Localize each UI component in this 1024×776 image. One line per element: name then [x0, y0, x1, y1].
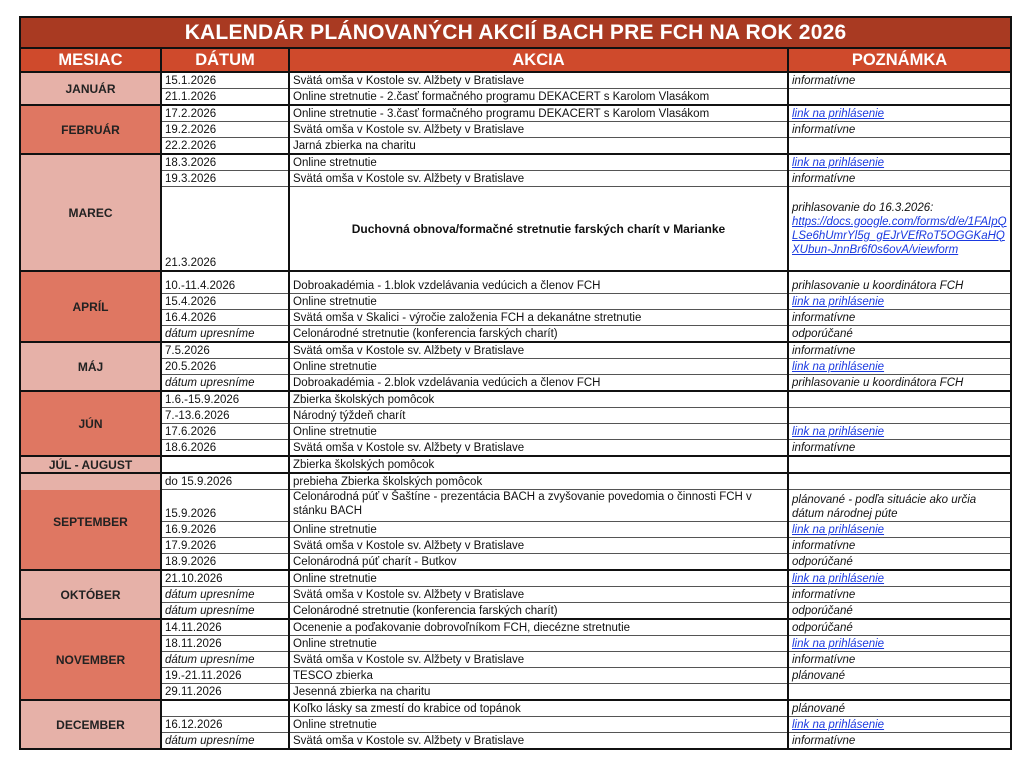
note-cell: prihlasovanie u koordinátora FCH: [788, 375, 1011, 392]
table-row: [20, 342, 1011, 359]
date-cell: [161, 456, 289, 473]
note-cell: [788, 89, 1011, 106]
registration-link[interactable]: link na prihlásenie: [792, 637, 885, 650]
note-cell: informatívne: [788, 171, 1011, 187]
registration-link[interactable]: link na prihlásenie: [792, 107, 885, 120]
action-cell: Ocenenie a poďakovanie dobrovoľníkom FCH, diecézne stretnutie: [289, 619, 788, 636]
date-cell: 1.6.-15.9.2026: [161, 391, 289, 408]
action-cell: Jesenná zbierka na charitu: [289, 684, 788, 701]
table-row: [20, 89, 1011, 106]
month-april: APRÍL: [20, 271, 161, 342]
month-maj: MÁJ: [20, 342, 161, 391]
table-row: [20, 154, 1011, 171]
table-row: [20, 138, 1011, 155]
note-cell: informatívne: [788, 72, 1011, 89]
registration-link[interactable]: link na prihlásenie: [792, 295, 885, 308]
action-cell: Online stretnutie: [289, 717, 788, 733]
note-cell: [788, 408, 1011, 424]
table-row: [20, 375, 1011, 392]
table-row: [20, 733, 1011, 750]
note-cell: odporúčané: [788, 554, 1011, 571]
date-cell: 18.3.2026: [161, 154, 289, 171]
header-date: DÁTUM: [161, 48, 289, 72]
month-oktober: OKTÓBER: [20, 570, 161, 619]
date-cell: 15.1.2026: [161, 72, 289, 89]
events-table: [19, 16, 1012, 750]
note-cell: [788, 456, 1011, 473]
registration-link[interactable]: link na prihlásenie: [792, 523, 885, 536]
header-month: MESIAC: [20, 48, 161, 72]
header-note: POZNÁMKA: [788, 48, 1011, 72]
date-cell: dátum upresníme: [161, 603, 289, 620]
date-cell: 7.-13.6.2026: [161, 408, 289, 424]
date-cell: 21.1.2026: [161, 89, 289, 106]
action-cell: Duchovná obnova/formačné stretnutie farských charít v Marianke: [289, 187, 788, 272]
action-cell: Celonárodná púť v Šaštíne - prezentácia BACH a zvyšovanie povedomia o činnosti FCH v stánku BACH: [289, 490, 788, 522]
action-cell: Online stretnutie: [289, 294, 788, 310]
month-januar: JANUÁR: [20, 72, 161, 105]
action-cell: Online stretnutie: [289, 570, 788, 587]
date-cell: 18.6.2026: [161, 440, 289, 457]
date-cell: 21.10.2026: [161, 570, 289, 587]
date-cell: dátum upresníme: [161, 733, 289, 750]
note-text: prihlasovanie do 16.3.2026:: [792, 201, 934, 214]
action-cell: Svätá omša v Kostole sv. Alžbety v Bratislave: [289, 440, 788, 457]
note-cell: odporúčané: [788, 603, 1011, 620]
month-februar: FEBRUÁR: [20, 105, 161, 154]
date-cell: 7.5.2026: [161, 342, 289, 359]
date-cell: 15.4.2026: [161, 294, 289, 310]
action-cell: Svätá omša v Kostole sv. Alžbety v Bratislave: [289, 587, 788, 603]
note-cell: [788, 138, 1011, 155]
note-cell: odporúčané: [788, 619, 1011, 636]
date-cell: 20.5.2026: [161, 359, 289, 375]
note-cell: informatívne: [788, 440, 1011, 457]
table-row: [20, 652, 1011, 668]
action-cell: Svätá omša v Kostole sv. Alžbety v Bratislave: [289, 122, 788, 138]
registration-link[interactable]: link na prihlásenie: [792, 572, 885, 585]
date-cell: 16.9.2026: [161, 522, 289, 538]
action-cell: Dobroakadémia - 1.blok vzdelávania vedúcich a členov FCH: [289, 271, 788, 294]
table-row: [20, 554, 1011, 571]
action-cell: prebieha Zbierka školských pomôcok: [289, 473, 788, 490]
table-row: [20, 171, 1011, 187]
action-cell: Svätá omša v Skalici - výročie založenia FCH a dekanátne stretnutie: [289, 310, 788, 326]
note-cell: [788, 391, 1011, 408]
action-cell: Dobroakadémia - 2.blok vzdelávania vedúcich a členov FCH: [289, 375, 788, 392]
action-cell: Online stretnutie: [289, 636, 788, 652]
action-cell: Online stretnutie - 3.časť formačného programu DEKACERT s Karolom Vlasákom: [289, 105, 788, 122]
action-cell: Zbierka školských pomôcok: [289, 391, 788, 408]
note-cell: informatívne: [788, 342, 1011, 359]
table-row: [20, 603, 1011, 620]
note-cell: informatívne: [788, 538, 1011, 554]
note-cell: informatívne: [788, 122, 1011, 138]
action-cell: Online stretnutie: [289, 359, 788, 375]
action-cell: Národný týždeň charít: [289, 408, 788, 424]
date-cell: 18.9.2026: [161, 554, 289, 571]
date-cell: 10.-11.4.2026: [161, 271, 289, 294]
date-cell: 16.4.2026: [161, 310, 289, 326]
note-cell: [788, 473, 1011, 490]
action-cell: Svätá omša v Kostole sv. Alžbety v Bratislave: [289, 652, 788, 668]
note-cell: plánované: [788, 700, 1011, 717]
date-cell: dátum upresníme: [161, 375, 289, 392]
table-row: [20, 391, 1011, 408]
table-row: [20, 619, 1011, 636]
date-cell: 21.3.2026: [161, 187, 289, 272]
registration-link[interactable]: link na prihlásenie: [792, 156, 885, 169]
action-cell: Celonárodné stretnutie (konferencia farských charít): [289, 326, 788, 343]
date-cell: 19.2.2026: [161, 122, 289, 138]
month-jun: JÚN: [20, 391, 161, 456]
table-row: [20, 587, 1011, 603]
month-december: DECEMBER: [20, 700, 161, 749]
note-cell: informatívne: [788, 587, 1011, 603]
date-cell: [161, 700, 289, 717]
table-row: [20, 570, 1011, 587]
note-cell: [788, 684, 1011, 701]
registration-link[interactable]: link na prihlásenie: [792, 718, 885, 731]
note-cell: [788, 187, 1011, 272]
action-cell: TESCO zbierka: [289, 668, 788, 684]
table-row: [20, 473, 1011, 490]
table-title: KALENDÁR PLÁNOVANÝCH AKCIÍ BACH PRE FCH NA ROK 2026: [20, 17, 1011, 48]
table-row: [20, 440, 1011, 457]
date-cell: 17.6.2026: [161, 424, 289, 440]
date-cell: 15.9.2026: [161, 490, 289, 522]
note-cell: plánované: [788, 668, 1011, 684]
table-row: [20, 684, 1011, 701]
action-cell: Koľko lásky sa zmestí do krabice od topánok: [289, 700, 788, 717]
month-september: SEPTEMBER: [20, 473, 161, 570]
action-cell: Svätá omša v Kostole sv. Alžbety v Bratislave: [289, 171, 788, 187]
date-cell: 16.12.2026: [161, 717, 289, 733]
table-row: [20, 294, 1011, 310]
header-action: AKCIA: [289, 48, 788, 72]
date-cell: 19.3.2026: [161, 171, 289, 187]
action-cell: Online stretnutie - 2.časť formačného programu DEKACERT s Karolom Vlasákom: [289, 89, 788, 106]
action-cell: Svätá omša v Kostole sv. Alžbety v Bratislave: [289, 538, 788, 554]
table-row: [20, 105, 1011, 122]
table-row: [20, 522, 1011, 538]
date-cell: 18.11.2026: [161, 636, 289, 652]
calendar-sheet: [19, 16, 1010, 750]
date-cell: 17.2.2026: [161, 105, 289, 122]
note-cell: odporúčané: [788, 326, 1011, 343]
note-cell: plánované - podľa situácie ako určia dátum národnej púte: [788, 490, 1011, 522]
registration-link[interactable]: link na prihlásenie: [792, 425, 885, 438]
table-row: [20, 538, 1011, 554]
table-row: [20, 424, 1011, 440]
table-row: [20, 636, 1011, 652]
date-cell: 14.11.2026: [161, 619, 289, 636]
table-row: [20, 717, 1011, 733]
date-cell: 17.9.2026: [161, 538, 289, 554]
action-cell: Online stretnutie: [289, 522, 788, 538]
note-cell: informatívne: [788, 310, 1011, 326]
registration-form-link[interactable]: https://docs.google.com/forms/d/e/1FAIpQLSe6hUmrYl5g_gEJrVEfRoT5OGGKaHQXUbun-JnnBr6f0s6ovA/viewform: [792, 215, 1007, 256]
table-row: [20, 122, 1011, 138]
action-cell: Jarná zbierka na charitu: [289, 138, 788, 155]
date-cell: 22.2.2026: [161, 138, 289, 155]
note-cell: informatívne: [788, 652, 1011, 668]
table-row: [20, 408, 1011, 424]
date-cell: 29.11.2026: [161, 684, 289, 701]
month-marec: MAREC: [20, 154, 161, 271]
table-row: [20, 700, 1011, 717]
table-row: [20, 310, 1011, 326]
note-cell: informatívne: [788, 733, 1011, 750]
table-row: [20, 326, 1011, 343]
registration-link[interactable]: link na prihlásenie: [792, 360, 885, 373]
table-row: [20, 72, 1011, 89]
action-cell: Svätá omša v Kostole sv. Alžbety v Bratislave: [289, 342, 788, 359]
table-row: [20, 271, 1011, 294]
table-row: [20, 490, 1011, 522]
action-cell: Celonárodné stretnutie (konferencia farských charít): [289, 603, 788, 620]
action-cell: Zbierka školských pomôcok: [289, 456, 788, 473]
note-cell: prihlasovanie u koordinátora FCH: [788, 271, 1011, 294]
action-cell: Svätá omša v Kostole sv. Alžbety v Bratislave: [289, 72, 788, 89]
date-cell: do 15.9.2026: [161, 473, 289, 490]
action-cell: Online stretnutie: [289, 154, 788, 171]
date-cell: dátum upresníme: [161, 326, 289, 343]
action-cell: Online stretnutie: [289, 424, 788, 440]
table-row: [20, 359, 1011, 375]
date-cell: dátum upresníme: [161, 587, 289, 603]
date-cell: 19.-21.11.2026: [161, 668, 289, 684]
action-cell: Celonárodná púť charít - Butkov: [289, 554, 788, 571]
date-cell: dátum upresníme: [161, 652, 289, 668]
table-row: [20, 456, 1011, 473]
table-row: [20, 668, 1011, 684]
month-jul-august: JÚL - AUGUST: [20, 456, 161, 473]
action-cell: Svätá omša v Kostole sv. Alžbety v Bratislave: [289, 733, 788, 750]
month-november: NOVEMBER: [20, 619, 161, 700]
table-row: [20, 187, 1011, 272]
